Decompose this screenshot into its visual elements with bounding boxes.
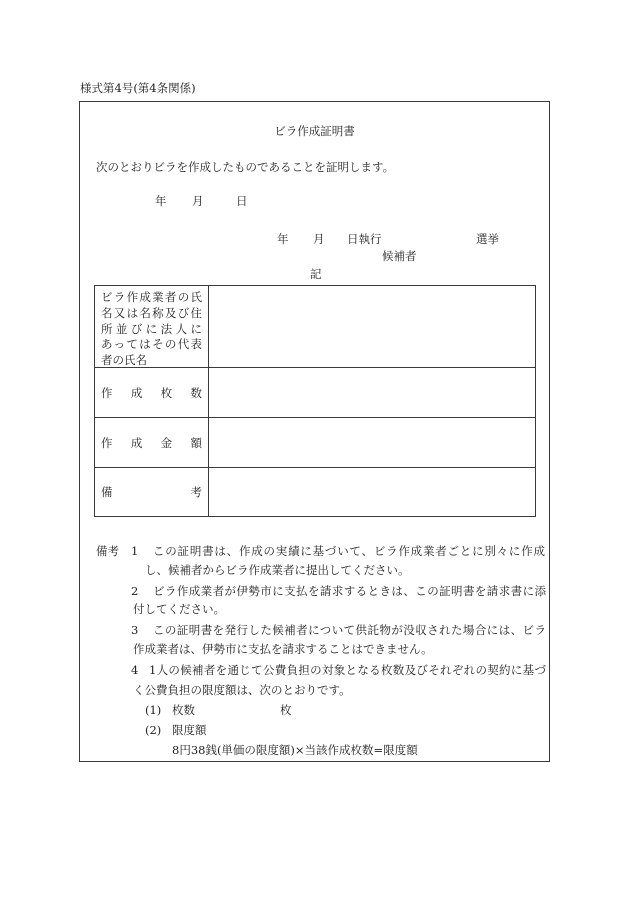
table-row-quantity: [95, 367, 535, 418]
quantity-value-cell: [209, 368, 535, 418]
election-date-day-held: 日執行: [347, 232, 382, 246]
remarks-value-cell: [209, 468, 535, 516]
issue-date-month: 月: [192, 194, 204, 208]
election-date-month: 月: [313, 232, 325, 246]
notes-heading: 備考: [96, 544, 119, 558]
table-row-amount: [95, 417, 535, 468]
sub-item-number: (1): [145, 703, 162, 717]
ki-label: 記: [310, 267, 322, 281]
contractor-label-line: 者の氏名: [101, 353, 147, 367]
note-text-line: この証明書を発行した候補者について供託物が没収された場合には、ビラ: [153, 623, 546, 637]
contractor-label-line: 名又は名称及び住: [101, 305, 202, 320]
note-number: 1: [131, 544, 139, 558]
election-date-year: 年: [277, 232, 289, 246]
note-text-line: 付してください。: [133, 602, 225, 616]
contractor-label-line: 所並びに法人に: [101, 321, 202, 336]
candidate-label: 候補者: [382, 249, 417, 263]
amount-value-cell: [209, 418, 535, 468]
sub-item-label: 枚数: [172, 703, 195, 717]
remarks-label: 備考: [101, 485, 202, 499]
note-text-line: し、候補者からビラ作成業者に提出してください。: [145, 563, 410, 577]
limit-formula: 8円38銭(単価の限度額)×当該作成枚数=限度額: [172, 743, 418, 757]
contractor-label-line: ビラ作成業者の氏: [101, 290, 202, 304]
note-text-line: く公費負担の限度額は、次のとおりです。: [133, 683, 351, 697]
sub-item-unit: 枚: [280, 703, 292, 717]
certification-statement: 次のとおりビラを作成したものであることを証明します。: [96, 160, 395, 174]
sub-item-number: (2): [145, 723, 162, 737]
note-text-line: ビラ作成業者が伊勢市に支払を請求するときは、この証明書を請求書に添: [153, 584, 546, 598]
contractor-label-cell: [95, 286, 209, 368]
note-number: 3: [131, 623, 139, 637]
issue-date-year: 年: [155, 194, 167, 208]
amount-label-cell: [95, 418, 209, 468]
table-row-contractor: [95, 286, 535, 368]
issue-date-day: 日: [236, 194, 248, 208]
sub-item-label: 限度額: [172, 723, 207, 737]
document-title: ビラ作成証明書: [274, 124, 355, 138]
contractor-value-cell: [209, 286, 535, 368]
details-table: [94, 285, 536, 517]
note-text-line: この証明書は、作成の実績に基づいて、ビラ作成業者ごとに別々に作成: [153, 544, 545, 558]
remarks-label-cell: [95, 468, 209, 516]
note-text-line: 作成業者は、伊勢市に支払を請求することはできません。: [133, 642, 433, 656]
quantity-label-cell: [95, 368, 209, 418]
table-row-remarks: [95, 467, 535, 516]
contractor-label-line: あってはその代表: [101, 337, 202, 352]
election-label: 選挙: [476, 232, 499, 246]
amount-label: 作成金額: [101, 436, 202, 450]
form-number: 様式第4号(第4条関係): [80, 81, 196, 95]
note-number: 4: [131, 663, 139, 677]
quantity-label: 作成枚数: [101, 386, 202, 400]
note-text-line: 1人の候補者を通じて公費負担の対象となる枚数及びそれぞれの契約に基づ: [149, 663, 546, 677]
note-number: 2: [131, 584, 139, 598]
